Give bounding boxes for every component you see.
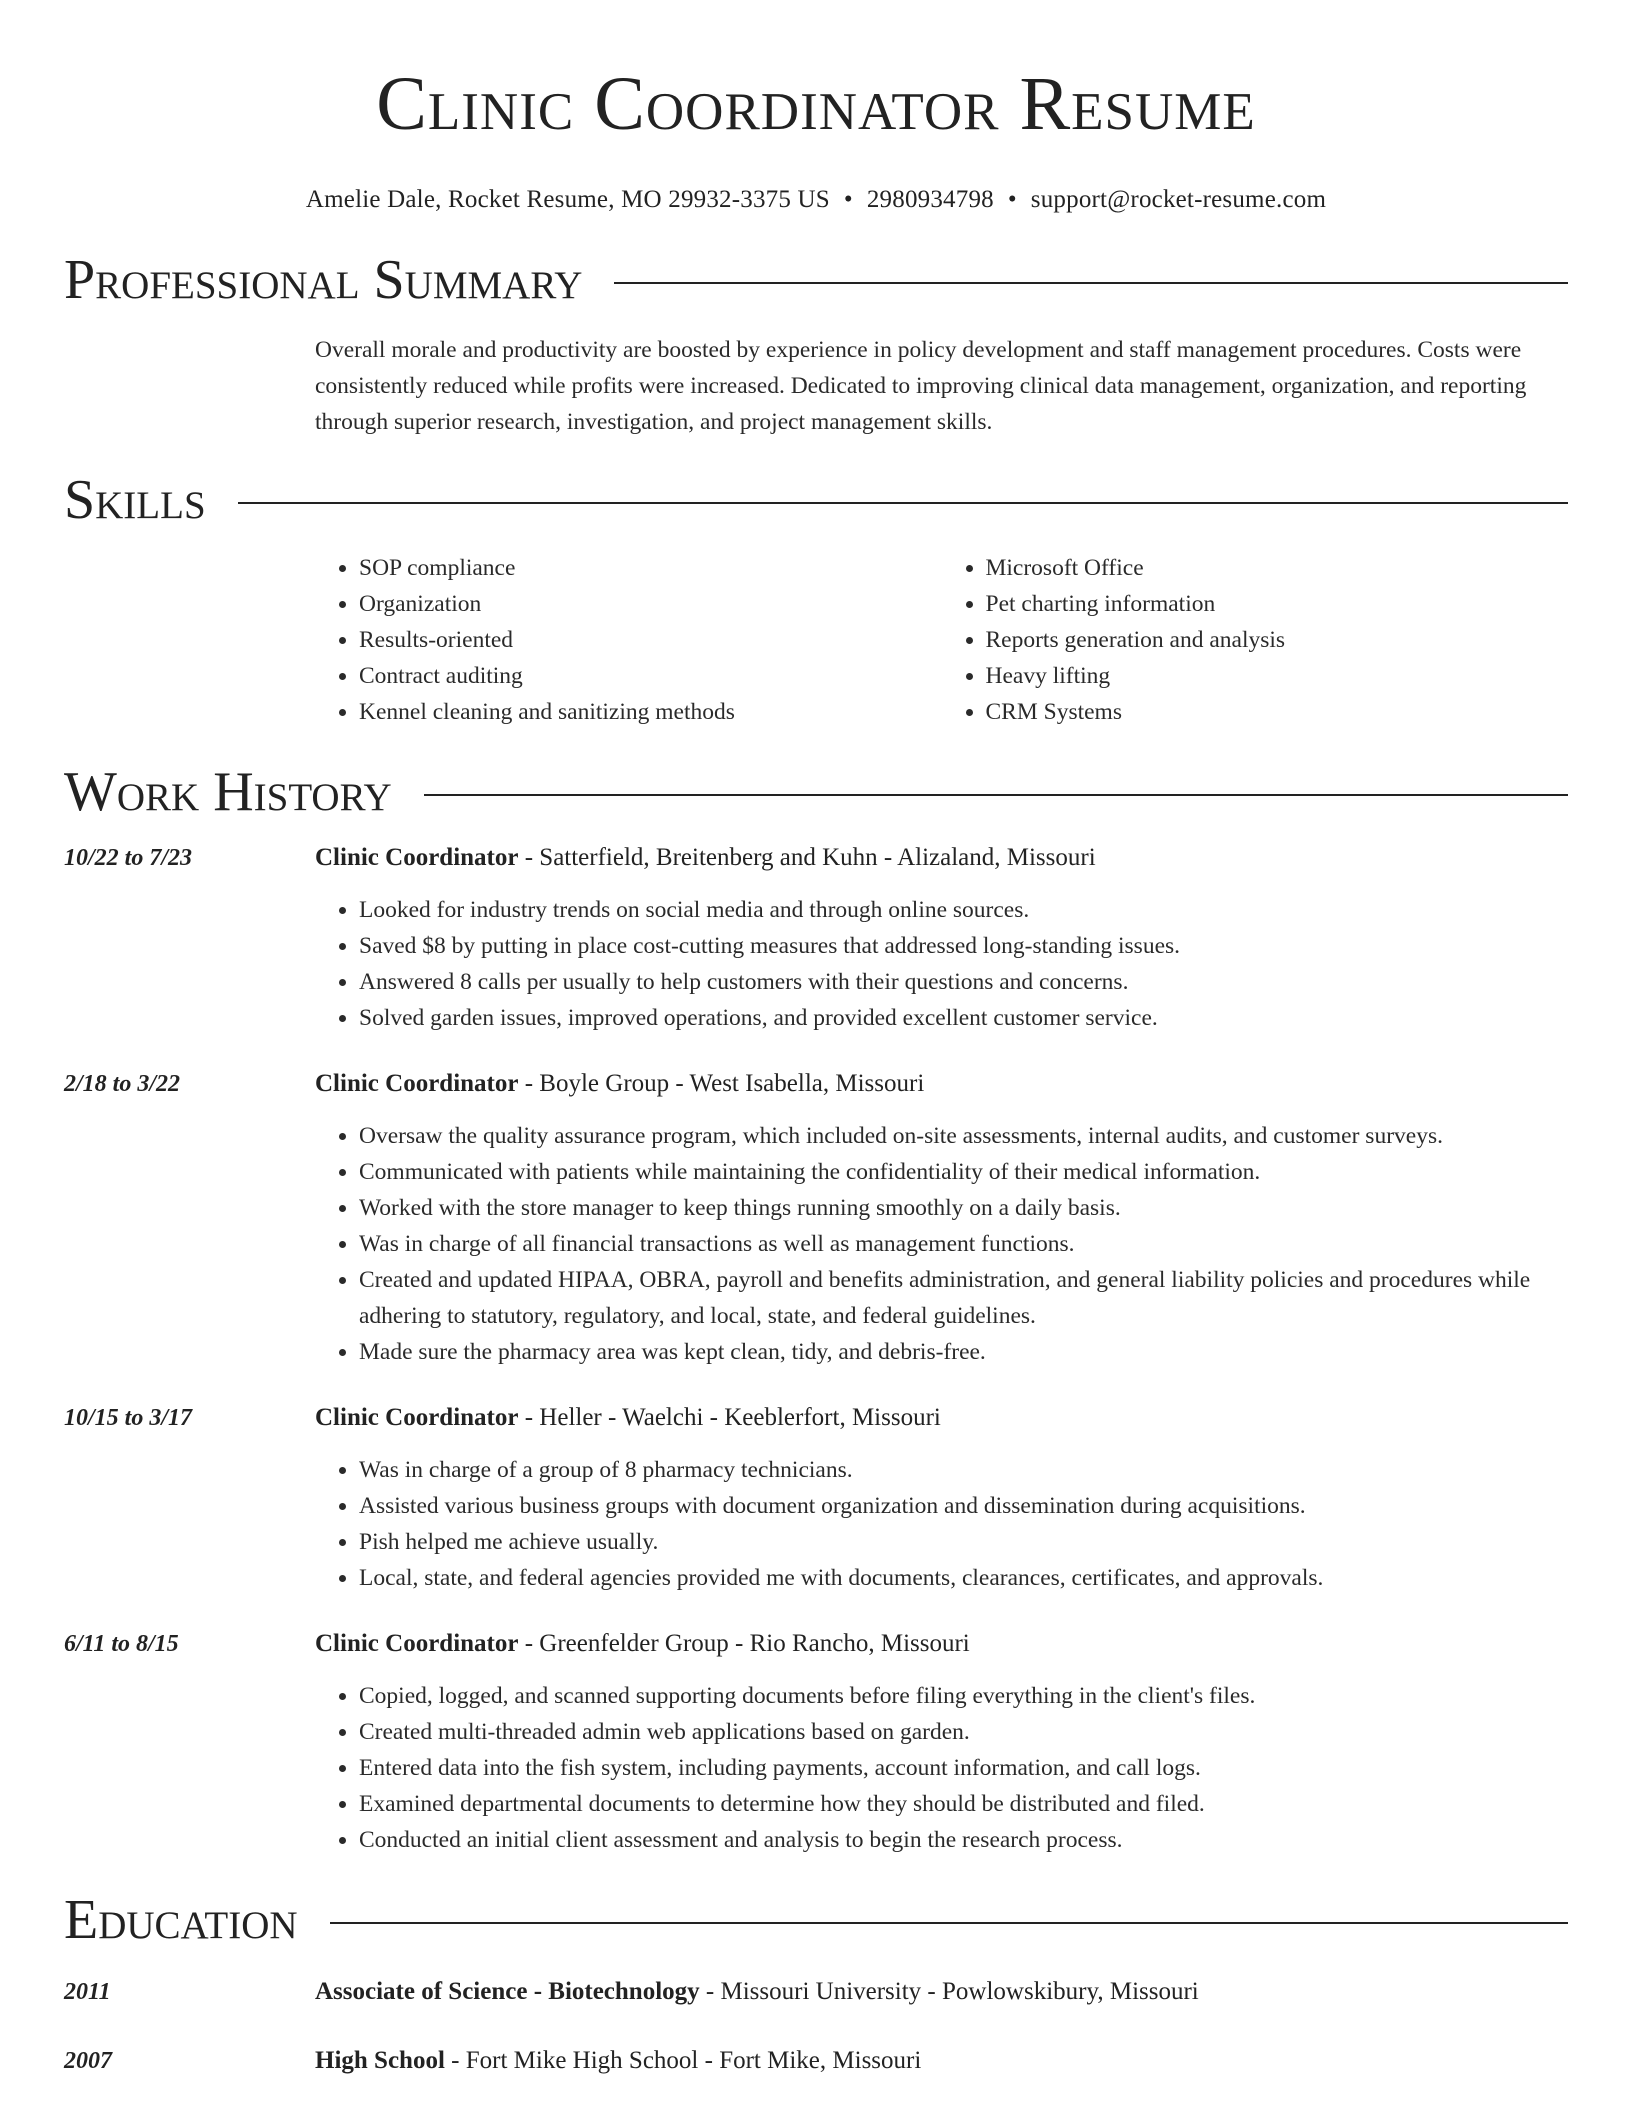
section-divider [238,502,1568,504]
job-bullet: • Conducted an initial client assessment and analysis to begin the research process. [359,1822,1568,1858]
job-dates: 2/18 to 3/22 [64,1071,181,1097]
education-year: 2007 [64,2048,112,2074]
job-title: Clinic Coordinator [315,1630,519,1657]
summary-section-header [64,246,1568,314]
education-heading: Education [64,1889,298,1951]
job-employer: - Satterfield, Breitenberg and Kuhn - Alizaland, Missouri [518,844,1096,871]
job-bullet: • Oversaw the quality assurance program, which included on-site assessments, internal audits, and customer surveys. [359,1118,1568,1154]
job-employer: - Heller - Waelchi - Keeblerfort, Missouri [518,1404,941,1431]
skills-list [315,550,1568,730]
skill-item: • Microsoft Office [986,550,1569,586]
job-bullets [315,1118,1568,1370]
section-divider [424,794,1568,796]
skill-item: • Heavy lifting [986,658,1569,694]
resume-title: Clinic Coordinator Resume [376,62,1256,146]
work-heading: Work History [64,761,392,823]
work-section-header [64,758,1568,826]
job-bullet: • Solved garden issues, improved operations, and provided excellent customer service. [359,1000,1568,1036]
work-history [64,840,1568,1858]
skill-item: • CRM Systems [986,694,1569,730]
job-title: Clinic Coordinator [315,1070,519,1097]
education-degree: Associate of Science - Biotechnology [315,1978,700,2005]
section-divider [330,1922,1568,1924]
skill-item: • Reports generation and analysis [986,622,1569,658]
education-list [64,1974,1568,2079]
education-heading-line [315,2043,1568,2079]
section-divider [614,282,1568,284]
job-bullet: • Saved $8 by putting in place cost-cutting measures that addressed long-standing issues. [359,928,1568,964]
job-dates: 10/15 to 3/17 [64,1405,193,1431]
skills-column-left [315,550,942,730]
job-bullet: • Was in charge of a group of 8 pharmacy technicians. [359,1452,1568,1488]
job-bullet: • Made sure the pharmacy area was kept clean, tidy, and debris-free. [359,1334,1568,1370]
job-bullet: • Assisted various business groups with document organization and dissemination during acquisitions. [359,1488,1568,1524]
job-heading [315,1066,1568,1102]
skills-section-header [64,466,1568,534]
job-bullets [315,892,1568,1036]
contact-line [64,184,1568,216]
separator-bullet: • [1007,186,1017,213]
job-bullet: • Worked with the store manager to keep things running smoothly on a daily basis. [359,1190,1568,1226]
summary-heading: Professional Summary [64,249,583,311]
education-entry [64,2043,1568,2079]
job-title: Clinic Coordinator [315,1404,519,1431]
contact-address: Amelie Dale, Rocket Resume, MO 29932-3375 US [305,186,830,213]
job-heading [315,1400,1568,1436]
education-section-header [64,1886,1568,1954]
contact-email: support@rocket-resume.com [1030,186,1327,213]
job-bullet: • Created and updated HIPAA, OBRA, payroll and benefits administration, and general liability policies and procedures while adhering to statutory, regulatory, and local, state, and federal guidelines. [359,1262,1568,1334]
job-bullet: • Local, state, and federal agencies provided me with documents, clearances, certificates, and approvals. [359,1560,1568,1596]
education-heading-line [315,1974,1568,2010]
summary-text: Overall morale and productivity are boosted by experience in policy development and staff management procedures. Costs were consistently reduced while profits were increased. Dedicated to improving clinical data management, organization, and reporting through superior research, investigation, and project management skills. [315,337,1527,435]
job-bullets [315,1678,1568,1858]
job-entry [64,1066,1568,1370]
job-entry [64,1626,1568,1858]
skill-item: • Organization [359,586,942,622]
job-heading [315,1626,1568,1662]
job-bullet: • Pish helped me achieve usually. [359,1524,1568,1560]
skill-item: • Kennel cleaning and sanitizing methods [359,694,942,730]
job-dates: 10/22 to 7/23 [64,845,193,871]
skill-item: • Pet charting information [986,586,1569,622]
job-bullet: • Was in charge of all financial transactions as well as management functions. [359,1226,1568,1262]
education-school: - Fort Mike High School - Fort Mike, Missouri [444,2047,922,2074]
job-heading [315,840,1568,876]
job-bullet: • Looked for industry trends on social media and through online sources. [359,892,1568,928]
skill-item: • Results-oriented [359,622,942,658]
job-bullets [315,1452,1568,1596]
skill-item: • Contract auditing [359,658,942,694]
education-year: 2011 [64,1979,111,2005]
job-employer: - Boyle Group - West Isabella, Missouri [518,1070,925,1097]
education-degree: High School [315,2047,445,2074]
job-employer: - Greenfelder Group - Rio Rancho, Missouri [518,1630,970,1657]
job-entry [64,840,1568,1036]
job-entry [64,1400,1568,1596]
job-title: Clinic Coordinator [315,844,519,871]
skills-heading: Skills [64,469,206,531]
job-bullet: • Examined departmental documents to determine how they should be distributed and filed. [359,1786,1568,1822]
job-bullet: • Answered 8 calls per usually to help customers with their questions and concerns. [359,964,1568,1000]
job-bullet: • Entered data into the fish system, including payments, account information, and call logs. [359,1750,1568,1786]
skills-column-right [942,550,1569,730]
job-bullet: • Communicated with patients while maintaining the confidentiality of their medical information. [359,1154,1568,1190]
job-bullet: • Copied, logged, and scanned supporting documents before filing everything in the client's files. [359,1678,1568,1714]
job-dates: 6/11 to 8/15 [64,1631,179,1657]
separator-bullet: • [843,186,853,213]
education-school: - Missouri University - Powlowskibury, Missouri [699,1978,1199,2005]
education-entry [64,1974,1568,2010]
contact-phone: 2980934798 [866,186,994,213]
skill-item: • SOP compliance [359,550,942,586]
job-bullet: • Created multi-threaded admin web applications based on garden. [359,1714,1568,1750]
